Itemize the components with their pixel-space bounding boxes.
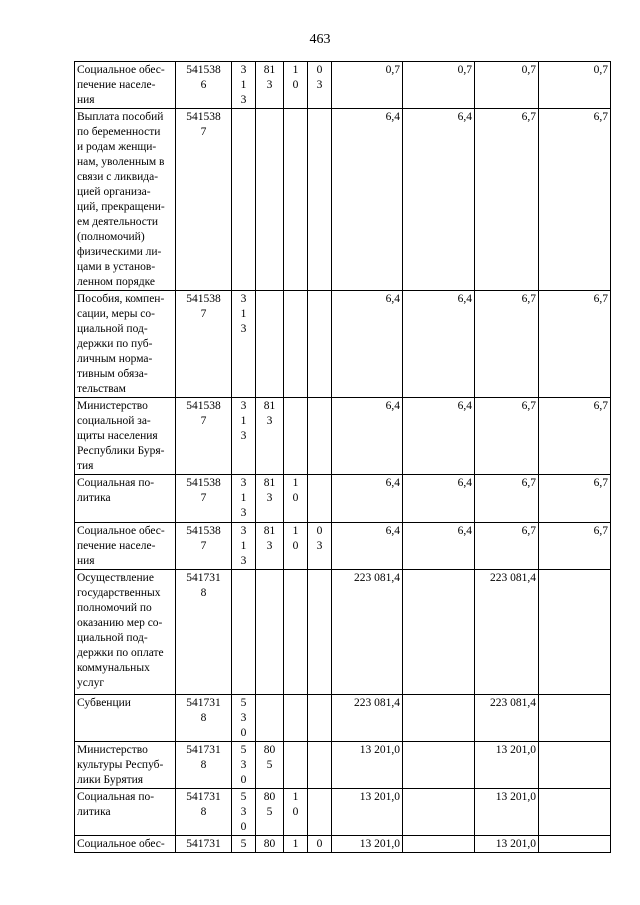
cell-text: 0,7 (385, 64, 400, 76)
cell-text: 541731 8 (186, 744, 221, 771)
cell-code (176, 291, 232, 398)
cell-d (308, 570, 332, 695)
cell-text: Министерство культуры Респуб- лики Бурятия (77, 744, 164, 786)
cell-text: 223 081,4 (354, 697, 400, 709)
cell-text: 81 3 (263, 525, 276, 552)
table-row (75, 109, 611, 291)
cell-text: 80 5 (263, 791, 276, 818)
cell-text: 3 1 3 (240, 64, 247, 106)
cell-text: 1 0 (292, 525, 299, 552)
cell-text: Осуществление государственных полномочий по оказанию мер со- циальной под- держки по оплате коммунальных услуг (77, 572, 164, 689)
cell-c (284, 789, 308, 836)
cell-v3 (475, 570, 539, 695)
cell-text: Социальное обес- (77, 838, 165, 850)
cell-text: 223 081,4 (490, 572, 536, 584)
cell-c (284, 695, 308, 742)
cell-text: 5 3 0 (240, 791, 247, 833)
cell-v2 (403, 475, 475, 523)
cell-text: 13 201,0 (359, 744, 400, 756)
cell-text: 541538 7 (186, 525, 221, 552)
cell-a (232, 109, 256, 291)
cell-name (75, 742, 176, 789)
cell-code (176, 523, 232, 570)
cell-a (232, 62, 256, 109)
cell-text: 80 5 (263, 744, 276, 771)
cell-text: 0 (316, 838, 323, 850)
page-number: 463 (309, 32, 331, 47)
cell-text: 223 081,4 (490, 697, 536, 709)
cell-text: 3 1 3 (240, 525, 247, 567)
cell-code (176, 836, 232, 853)
cell-v3 (475, 523, 539, 570)
cell-d (308, 291, 332, 398)
cell-a (232, 291, 256, 398)
cell-text: 5 3 0 (240, 697, 247, 739)
cell-a (232, 398, 256, 475)
cell-text: 6,4 (385, 477, 400, 489)
cell-v3 (475, 475, 539, 523)
cell-code (176, 570, 232, 695)
cell-name (75, 836, 176, 853)
cell-b (256, 570, 284, 695)
cell-b (256, 475, 284, 523)
cell-d (308, 523, 332, 570)
cell-d (308, 742, 332, 789)
cell-v4 (539, 291, 611, 398)
cell-text: 6,7 (593, 293, 608, 305)
cell-text: 541731 (186, 838, 221, 850)
cell-c (284, 62, 308, 109)
cell-text: 3 1 3 (240, 477, 247, 519)
cell-text: 5 (240, 838, 247, 850)
cell-text: 6,7 (521, 400, 536, 412)
cell-name (75, 523, 176, 570)
cell-text: 541731 8 (186, 697, 221, 724)
cell-v1 (332, 109, 403, 291)
cell-text: Социальная по- литика (77, 791, 155, 818)
cell-text: 541538 7 (186, 477, 221, 504)
table-row (75, 570, 611, 695)
cell-text: 541538 7 (186, 111, 221, 138)
cell-text: 6,7 (521, 525, 536, 537)
cell-text: 541731 8 (186, 791, 221, 818)
cell-text: 6,7 (593, 111, 608, 123)
cell-text: 541538 6 (186, 64, 221, 91)
cell-a (232, 570, 256, 695)
cell-a (232, 789, 256, 836)
cell-code (176, 109, 232, 291)
cell-text: 6,7 (593, 400, 608, 412)
cell-name (75, 109, 176, 291)
table-row (75, 836, 611, 853)
cell-c (284, 523, 308, 570)
cell-d (308, 398, 332, 475)
cell-v1 (332, 62, 403, 109)
cell-text: 3 1 3 (240, 293, 247, 335)
cell-text: 81 3 (263, 64, 276, 91)
cell-text: 3 1 3 (240, 400, 247, 442)
cell-b (256, 742, 284, 789)
cell-text: 6,7 (593, 525, 608, 537)
cell-v2 (403, 695, 475, 742)
cell-d (308, 109, 332, 291)
cell-d (308, 789, 332, 836)
cell-text: 6,4 (457, 400, 472, 412)
cell-text: 6,7 (593, 477, 608, 489)
cell-v3 (475, 62, 539, 109)
table-row (75, 695, 611, 742)
cell-code (176, 742, 232, 789)
cell-text: 13 201,0 (495, 791, 536, 803)
cell-d (308, 475, 332, 523)
cell-text: 6,7 (521, 293, 536, 305)
cell-text: 541731 8 (186, 572, 221, 599)
cell-text: 5 3 0 (240, 744, 247, 786)
cell-v1 (332, 523, 403, 570)
cell-v4 (539, 836, 611, 853)
cell-text: 6,4 (385, 400, 400, 412)
table-row (75, 523, 611, 570)
cell-v2 (403, 109, 475, 291)
cell-v2 (403, 291, 475, 398)
cell-v3 (475, 836, 539, 853)
cell-a (232, 742, 256, 789)
cell-text: 13 201,0 (359, 791, 400, 803)
cell-text: 13 201,0 (495, 838, 536, 850)
cell-code (176, 475, 232, 523)
cell-text: Выплата пособий по беременности и родам женщи- нам, уволенным в связи с ликвида- цией организа- ций, прекращени- ем деятельности (полномочий) физическими ли- цами в установ- ленном порядке (77, 111, 165, 288)
cell-code (176, 695, 232, 742)
cell-d (308, 695, 332, 742)
cell-text: 81 3 (263, 400, 276, 427)
cell-name (75, 398, 176, 475)
cell-code (176, 398, 232, 475)
cell-c (284, 291, 308, 398)
cell-v4 (539, 398, 611, 475)
cell-text: Субвенции (77, 697, 131, 709)
cell-v1 (332, 695, 403, 742)
cell-v3 (475, 109, 539, 291)
cell-v4 (539, 789, 611, 836)
cell-text: 0 3 (316, 64, 323, 91)
cell-text: 6,4 (385, 111, 400, 123)
cell-v4 (539, 475, 611, 523)
cell-v1 (332, 570, 403, 695)
cell-v2 (403, 398, 475, 475)
cell-v2 (403, 789, 475, 836)
cell-c (284, 836, 308, 853)
cell-v3 (475, 742, 539, 789)
cell-b (256, 789, 284, 836)
cell-a (232, 836, 256, 853)
cell-text: Социальное обес- печение населе- ния (77, 525, 165, 567)
cell-text: 6,7 (521, 111, 536, 123)
cell-b (256, 695, 284, 742)
cell-text: 1 0 (292, 477, 299, 504)
cell-text: Пособия, компен- сации, меры со- циальной под- держки по пуб- личным норма- тивным обяза- тельствам (77, 293, 165, 395)
cell-b (256, 291, 284, 398)
cell-text: 223 081,4 (354, 572, 400, 584)
cell-b (256, 62, 284, 109)
cell-name (75, 570, 176, 695)
cell-v2 (403, 523, 475, 570)
cell-v4 (539, 742, 611, 789)
cell-v2 (403, 570, 475, 695)
cell-text: 6,4 (385, 525, 400, 537)
cell-v1 (332, 291, 403, 398)
cell-name (75, 291, 176, 398)
cell-v2 (403, 62, 475, 109)
cell-c (284, 398, 308, 475)
cell-a (232, 523, 256, 570)
cell-code (176, 789, 232, 836)
cell-c (284, 570, 308, 695)
cell-text: 6,4 (457, 111, 472, 123)
cell-a (232, 695, 256, 742)
cell-v4 (539, 570, 611, 695)
table-row (75, 742, 611, 789)
cell-text: 6,4 (385, 293, 400, 305)
cell-text: 541538 7 (186, 400, 221, 427)
cell-c (284, 475, 308, 523)
cell-v3 (475, 291, 539, 398)
cell-text: Министерство социальной за- щиты населения Республики Буря- тия (77, 400, 165, 472)
cell-text: 1 0 (292, 791, 299, 818)
cell-text: 80 (263, 838, 276, 850)
table-row (75, 789, 611, 836)
cell-text: Социальная по- литика (77, 477, 155, 504)
cell-v2 (403, 836, 475, 853)
cell-b (256, 836, 284, 853)
budget-table (74, 61, 611, 853)
cell-v4 (539, 109, 611, 291)
table-row (75, 62, 611, 109)
cell-b (256, 398, 284, 475)
cell-v3 (475, 695, 539, 742)
cell-v3 (475, 789, 539, 836)
cell-name (75, 789, 176, 836)
table-row (75, 291, 611, 398)
cell-v4 (539, 695, 611, 742)
cell-d (308, 62, 332, 109)
cell-text: 13 201,0 (495, 744, 536, 756)
cell-v1 (332, 398, 403, 475)
cell-name (75, 695, 176, 742)
cell-d (308, 836, 332, 853)
cell-text: 6,4 (457, 477, 472, 489)
cell-text: 1 0 (292, 64, 299, 91)
cell-text: 0,7 (521, 64, 536, 76)
cell-v4 (539, 62, 611, 109)
cell-v3 (475, 398, 539, 475)
cell-text: 0 3 (316, 525, 323, 552)
table-row (75, 398, 611, 475)
cell-name (75, 475, 176, 523)
cell-text: 13 201,0 (359, 838, 400, 850)
cell-code (176, 62, 232, 109)
table-row (75, 475, 611, 523)
cell-v1 (332, 836, 403, 853)
cell-v1 (332, 742, 403, 789)
cell-text: Социальное обес- печение населе- ния (77, 64, 165, 106)
cell-v4 (539, 523, 611, 570)
cell-v1 (332, 789, 403, 836)
cell-text: 0,7 (457, 64, 472, 76)
cell-v2 (403, 742, 475, 789)
cell-text: 541538 7 (186, 293, 221, 320)
cell-b (256, 109, 284, 291)
cell-text: 1 (292, 838, 299, 850)
cell-text: 0,7 (593, 64, 608, 76)
cell-text: 6,4 (457, 293, 472, 305)
cell-a (232, 475, 256, 523)
cell-text: 6,7 (521, 477, 536, 489)
cell-c (284, 109, 308, 291)
cell-text: 6,4 (457, 525, 472, 537)
cell-b (256, 523, 284, 570)
cell-v1 (332, 475, 403, 523)
cell-name (75, 62, 176, 109)
cell-text: 81 3 (263, 477, 276, 504)
cell-c (284, 742, 308, 789)
